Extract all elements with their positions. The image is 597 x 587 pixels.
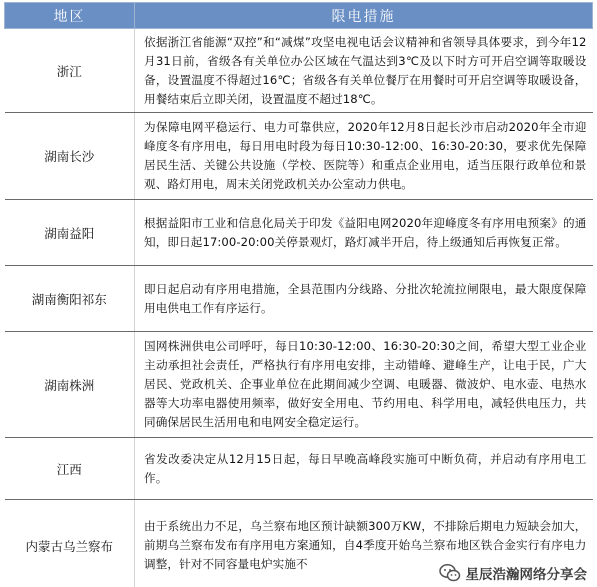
wechat-icon [439,563,461,583]
table-row [5,332,593,438]
table-row [5,438,593,500]
table-header-row [5,3,593,29]
region-cell: 湖南长沙 [5,113,135,200]
measure-cell: 依据浙江省能源“双控”和“减煤”攻坚电视电话会议精神和省领导具体要求，到今年12月31日前，省级各有关单位办公区域在气温达到3℃及以下时方可开启空调等取暖设备，设置温度不得超过16℃；省级各有关单位餐厅在用餐时可开启空调等取暖设备，用餐结束后立即关闭，设置温度不超过18℃。 [135,29,593,113]
watermark [435,561,592,585]
table-row [5,266,593,332]
region-cell: 内蒙古乌兰察布 [5,500,135,587]
measure-cell: 国网株洲供电公司呼吁，每日10:30-12:00、16:30-20:30之间，希望大型工业企业主动承担社会责任，严格执行有序用电安排，主动错峰、避峰生产，让电于民，广大居民、党政机关、企事业单位在此期间减少空调、电暖器、微波炉、电水壶、电热水器等大功率电器使用频率，做好安全用电、节约用电、科学用电，减轻供电压力，共同确保居民生活用电和电网安全稳定运行。 [135,332,593,438]
measure-cell: 为保障电网平稳运行、电力可靠供应，2020年12月8日起长沙市启动2020年全市迎峰度冬有序用电，每日用电时段为每日10:30-12:00、16:30-20:30，要求优先保障居民生活、关键公共设施（学校、医院等）和重点企业用电，适当压限行政单位和景观、路灯用电，周末关闭党政机关办公室动力供电。 [135,113,593,200]
region-cell: 湖南益阳 [5,200,135,266]
region-cell: 江西 [5,438,135,500]
watermark-text: 星辰浩瀚网络分享会 [465,567,587,583]
region-cell: 湖南株洲 [5,332,135,438]
measure-cell: 省发改委决定从12月15日起，每日早晚高峰段实施可中断负荷，并启动有序用电工作。 [135,438,593,500]
table-row [5,113,593,200]
measure-cell: 由于系统出力不足，乌兰察布地区预计缺额300万KW，不排除后期电力短缺会加大，前期乌兰察布发布有序用电方案通知，自4季度开始乌兰察布地区铁合金实行有序电力调整，针对不同容量电炉实施不 [135,500,593,587]
region-cell: 湖南衡阳祁东 [5,266,135,332]
table-row [5,29,593,113]
header-measure: 限电措施 [135,3,593,29]
measure-cell: 根据益阳市工业和信息化局关于印发《益阳电网2020年迎峰度冬有序用电预案》的通知，即日起17:00-20:00关停景观灯，路灯减半开启，待上级通知后再恢复正常。 [135,200,593,266]
table-row [5,200,593,266]
measure-cell: 即日起启动有序用电措施，全县范围内分线路、分批次轮流拉闸限电，最大限度保障用电供电工作有序运行。 [135,266,593,332]
power-restriction-table [4,2,593,587]
header-region: 地区 [5,3,135,29]
region-cell: 浙江 [5,29,135,113]
